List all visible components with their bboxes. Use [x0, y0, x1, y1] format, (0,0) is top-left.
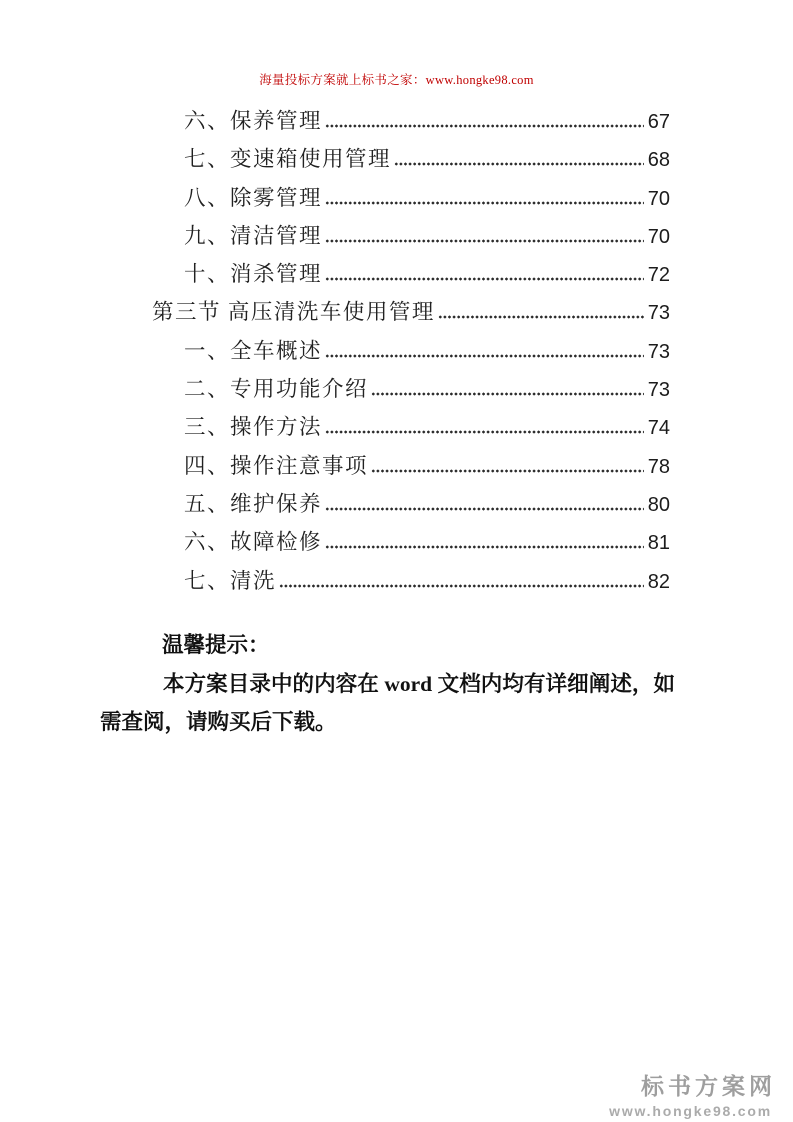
notice-section	[100, 626, 675, 742]
toc-entry	[0, 142, 793, 180]
toc-dot-leader	[325, 277, 644, 281]
toc-entry-label: 四、操作注意事项	[184, 453, 369, 478]
toc-dot-leader	[279, 584, 644, 588]
toc-entry-label: 二、专用功能介绍	[184, 377, 369, 402]
toc-dot-leader	[325, 124, 644, 128]
toc-entry-page-number: 70	[647, 225, 670, 248]
toc-entry-page-number: 70	[647, 187, 670, 210]
toc-entry-label: 六、故障检修	[184, 530, 323, 555]
toc-entry-page-number: 74	[647, 417, 670, 440]
toc-entry	[0, 219, 793, 257]
toc-entry-label: 七、清洗	[184, 568, 277, 593]
toc-entry	[0, 334, 793, 372]
toc-entry	[0, 104, 793, 142]
toc-entry-page-number: 81	[647, 532, 670, 555]
table-of-contents	[0, 104, 793, 602]
toc-entry	[0, 257, 793, 295]
toc-entry-page-number: 68	[647, 149, 670, 172]
toc-entry-label: 十、消杀管理	[184, 262, 323, 287]
toc-entry-label: 一、全车概述	[184, 338, 323, 363]
toc-dot-leader	[325, 239, 644, 243]
toc-entry-page-number: 78	[647, 455, 670, 478]
toc-entry-page-number: 67	[647, 111, 670, 133]
toc-dot-leader	[438, 315, 644, 319]
toc-entry-page-number: 73	[647, 379, 670, 402]
toc-entry	[0, 410, 793, 448]
toc-entry-page-number: 73	[647, 302, 670, 325]
toc-entry-label: 八、除雾管理	[184, 185, 323, 210]
header-watermark-text: 海量投标方案就上标书之家：www.hongke98.com	[259, 73, 534, 87]
toc-entry	[0, 564, 793, 602]
toc-entry-label: 第三节 高压清洗车使用管理	[152, 300, 435, 325]
toc-entry-page-number: 72	[647, 264, 670, 287]
toc-dot-leader	[325, 430, 644, 434]
site-watermark	[609, 1068, 776, 1119]
toc-dot-leader	[325, 545, 644, 549]
toc-dot-leader	[325, 354, 644, 358]
toc-entry-label: 七、变速箱使用管理	[184, 147, 392, 172]
notice-title: 温馨提示：	[162, 633, 270, 657]
toc-dot-leader	[371, 469, 644, 473]
site-watermark-url: www.hongke98.com	[609, 1103, 772, 1119]
toc-entry	[0, 525, 793, 563]
notice-body: 本方案目录中的内容在 word 文档内均有详细阐述，如需查阅，请购买后下载。	[100, 671, 675, 734]
toc-entry-label: 三、操作方法	[184, 415, 323, 440]
toc-entry-label: 五、维护保养	[184, 491, 323, 516]
toc-entry-page-number: 82	[647, 570, 670, 593]
toc-dot-leader	[371, 392, 644, 396]
toc-entry-page-number: 73	[647, 340, 670, 363]
toc-dot-leader	[325, 201, 644, 205]
toc-entry	[0, 181, 793, 219]
toc-entry-page-number: 80	[647, 493, 670, 516]
site-watermark-name: 标书方案网	[641, 1073, 776, 1099]
toc-entry-label: 六、保养管理	[184, 109, 323, 133]
toc-dot-leader	[325, 507, 644, 511]
toc-entry	[0, 295, 793, 333]
toc-entry	[0, 372, 793, 410]
toc-entry	[0, 449, 793, 487]
toc-dot-leader	[394, 162, 644, 166]
toc-entry	[0, 487, 793, 525]
toc-entry-label: 九、清洁管理	[184, 223, 323, 248]
